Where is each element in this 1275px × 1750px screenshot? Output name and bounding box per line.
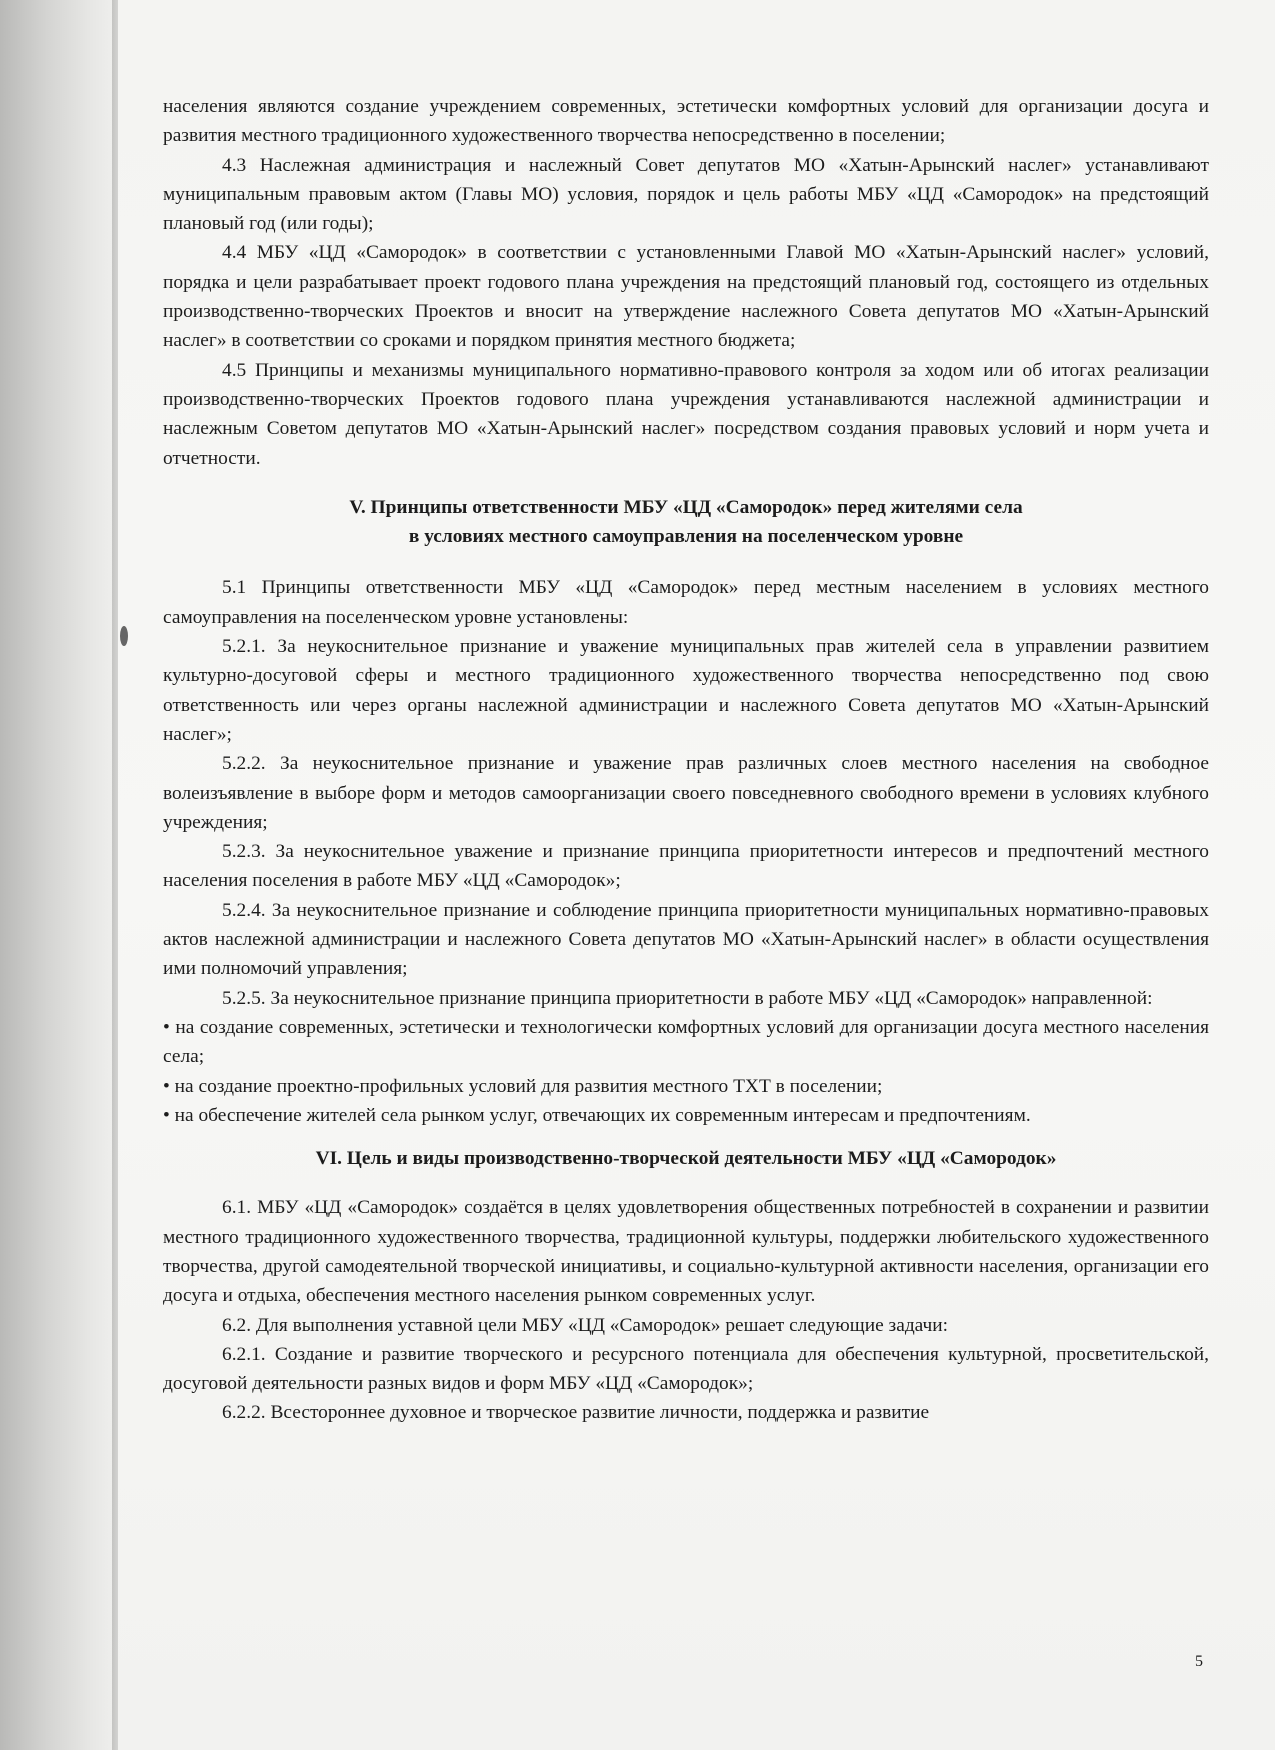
- section-vi-heading: VI. Цель и виды производственно-творческой деятельности МБУ «ЦД «Самородок»: [315, 1148, 1057, 1170]
- document-body: [163, 92, 1209, 1428]
- ink-blot: [120, 626, 128, 646]
- paragraph-6-2-1: 6.2.1. Создание и развитие творческого и ресурсного потенциала для обеспечения культурной, просветительской, досуговой деятельности разных видов и форм МБУ «ЦД «Самородок»;: [163, 1343, 1209, 1395]
- paragraph-4-2-end: населения являются создание учреждением современных, эстетически комфортных условий для организации досуга и развития местного традиционного художественного творчества непосредственно в поселении;: [163, 96, 1209, 147]
- paragraph-5-2-4: 5.2.4. За неукоснительное признание и соблюдение принципа приоритетности муниципальных нормативно-правовых актов наслежной администрации и наслежного Совета депутатов МО «Хатын-Арынский наслег» в области осуществления ими полномочий управления;: [163, 899, 1209, 980]
- bullet-item: • на создание проектно-профильных условий для развития местного ТХТ в поселении;: [163, 1075, 883, 1097]
- paragraph-4-3: 4.3 Наслежная администрация и наслежный Совет депутатов МО «Хатын-Арынский наслег» устанавливают муниципальным правовым актом (Главы МО) условия, порядок и цель работы МБУ «ЦД «Самородок» на предстоящий плановый год (или годы);: [163, 154, 1209, 235]
- bullet-item: • на создание современных, эстетически и технологически комфортных условий для организации досуга местного населения села;: [163, 1016, 1209, 1068]
- section-v-heading: [163, 493, 1209, 552]
- page-edge-left: [0, 0, 118, 1750]
- paragraph-6-2-2: 6.2.2. Всестороннее духовное и творческое развитие личности, поддержка и развитие: [222, 1402, 930, 1424]
- bullet-item: • на обеспечение жителей села рынком услуг, отвечающих их современным интересам и предпочтениям.: [163, 1104, 1031, 1126]
- paragraph-5-2-1: 5.2.1. За неукоснительное признание и уважение муниципальных прав жителей села в управлении развитием культурно-досуговой сферы и местного традиционного художественного творчества непосредственно под свою ответственность или через органы наслежной администрации и наслежного Совета депутатов МО «Хатын-Арынский наслег»;: [163, 636, 1209, 745]
- paragraph-6-2: 6.2. Для выполнения уставной цели МБУ «ЦД «Самородок» решает следующие задачи:: [222, 1314, 949, 1336]
- paragraph-5-1: 5.1 Принципы ответственности МБУ «ЦД «Самородок» перед местным населением в условиях местного самоуправления на поселенческом уровне установлены:: [163, 577, 1209, 628]
- paragraph-6-1: 6.1. МБУ «ЦД «Самородок» создаётся в целях удовлетворения общественных потребностей в сохранении и развитии местного традиционного художественного творчества, традиционной культуры, поддержки любительского художественного творчества, другой самодеятельной творческой инициативы, и социально-культурной активности населения, организации его досуга и отдыха, обеспечения местного населения рынком современных услуг.: [163, 1197, 1209, 1307]
- paragraph-4-4: 4.4 МБУ «ЦД «Самородок» в соответствии с установленными Главой МО «Хатын-Арынский наслег» условий, порядка и цели разрабатывает проект годового плана учреждения на предстоящий плановый год, состоящего из отдельных производственно-творческих Проектов и вносит на утверждение наслежного Совета депутатов МО «Хатын-Арынский наслег» в соответствии со сроками и порядком принятия местного бюджета;: [163, 242, 1209, 352]
- paragraph-4-5: 4.5 Принципы и механизмы муниципального нормативно-правового контроля за ходом или об итогах реализации производственно-творческих Проектов годового плана учреждения устанавливаются наслежной администрации и наслежным Советом депутатов МО «Хатын-Арынский наслег» посредством создания правовых условий и норм учета и отчетности.: [163, 359, 1209, 469]
- page-number: 5: [1195, 1653, 1203, 1670]
- paragraph-5-2-3: 5.2.3. За неукоснительное уважение и признание принципа приоритетности интересов и предпочтений местного населения поселения в работе МБУ «ЦД «Самородок»;: [163, 841, 1209, 892]
- section-v-title-line2: в условиях местного самоуправления на поселенческом уровне: [408, 526, 964, 548]
- section-v-title-line1: V. Принципы ответственности МБУ «ЦД «Самородок» перед жителями села: [349, 496, 1023, 518]
- paragraph-5-2-5: 5.2.5. За неукоснительное признание принципа приоритетности в работе МБУ «ЦД «Самородок» направленной:: [222, 987, 1153, 1009]
- paragraph-5-2-2: 5.2.2. За неукоснительное признание и уважение прав различных слоев местного населения на свободное волеизъявление в выборе форм и методов самоорганизации своего повседневного свободного времени в условиях клубного учреждения;: [163, 753, 1209, 833]
